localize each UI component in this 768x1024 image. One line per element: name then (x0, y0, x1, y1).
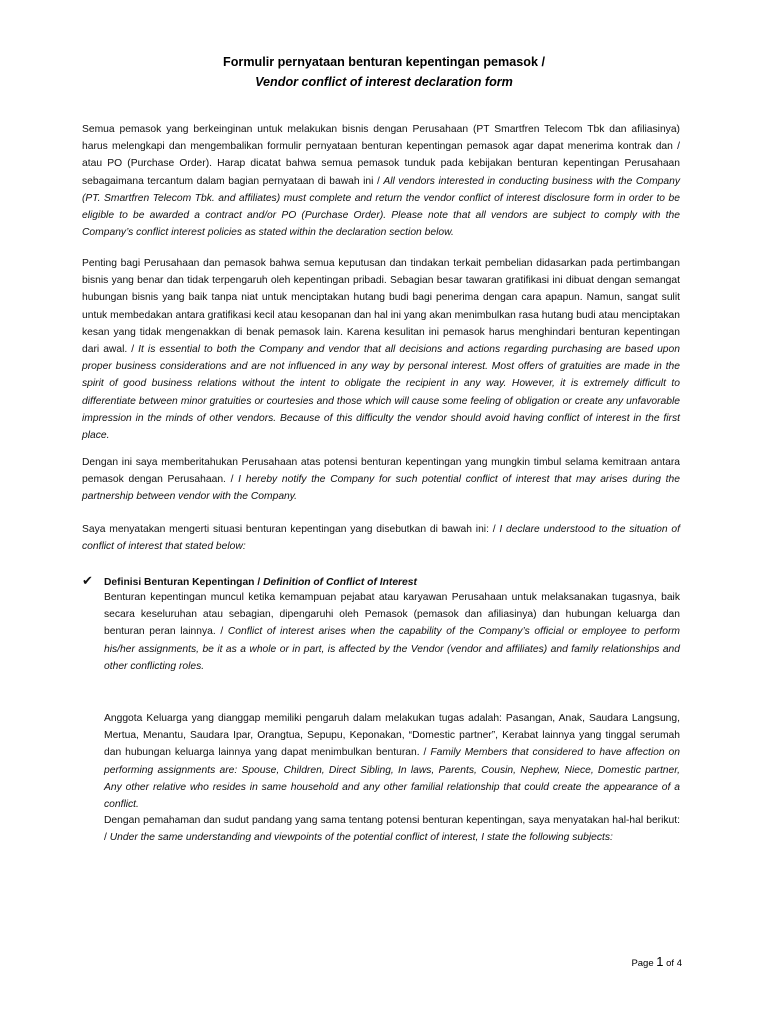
paragraph-text-id: Saya menyatakan mengerti situasi benturan kepentingan yang disebutkan di bawah ini: / (82, 524, 496, 535)
page-total: of 4 (666, 958, 682, 969)
paragraph-notification (82, 454, 680, 506)
paragraph-text-id: Anggota Keluarga yang dianggap memiliki pengaruh dalam melakukan tugas adalah: Pasangan, Anak, Saudara Langsung, Mertua, Menantu, Saudara Ipar, Orangtua, Sepupu, Keponakan, “Domestic partner”, Kerabat lainnya yang tinggal serumah dan hubungan keluarga lainnya yang dapat menimbulkan benturan. / (104, 713, 680, 759)
definition-heading-en: Definition of Conflict of Interest (263, 577, 417, 588)
paragraph-text-en: Family Members that considered to have affection on performing assignments are: Spouse, Children, Direct Sibling, In laws, Parents, Cousin, Nephew, Niece, Domestic partner, Any other relative who resides in same household and any other familial relationship that could create the appearance of a conflict. (104, 747, 680, 811)
paragraph-text-id: Dengan pemahaman dan sudut pandang yang sama tentang potensi benturan kepentingan, saya menyatakan hal-hal berikut: / (104, 815, 680, 844)
paragraph-text-id: Benturan kepentingan muncul ketika kemampuan pejabat atau karyawan Perusahaan untuk melaksanakan tugasnya, baik secara keseluruhan atau sebagian, dipengaruhi oleh Pemasok (pemasok dan afiliasinya) dan hubungan keluarga dan benturan peran lainnya. / (104, 592, 680, 638)
page-number-footer (631, 953, 682, 972)
definition-paragraph-family (104, 710, 680, 813)
paragraph-text-en: I declare understood to the situation of conflict of interest that stated below: (82, 524, 680, 553)
paragraph-text-id: Semua pemasok yang berkeinginan untuk melakukan bisnis dengan Perusahaan (PT Smartfren Telecom Tbk dan afiliasinya) harus melengkapi dan mengembalikan formulir pernyataan benturan kepentingan pemasok agar dapat menerima kontrak dan / atau PO (Purchase Order). Harap dicatat bahwa semua pemasok tunduk pada kebijakan benturan kepentingan Perusahaan sebagaimana tercantum dalam bagian pernyataan di bawah ini / (82, 124, 680, 187)
checkmark-icon: ✔ (82, 573, 93, 588)
title-line-english: Vendor conflict of interest declaration form (255, 75, 513, 89)
paragraph-text-id: Penting bagi Perusahaan dan pemasok bahwa semua keputusan dan tindakan terkait pembelian didasarkan pada pertimbangan bisnis yang benar dan tidak terpengaruh oleh kepentingan pribadi. Sebagian besar tawaran gratifikasi ini dibuat dengan semangat hubungan bisnis yang baik tanpa niat untuk menciptakan hutang budi bagi penerima dengan cara apapun. Namun, sangat sulit untuk membedakan antara gratifikasi kecil atau kesopanan dan hal ini yang akan menimbulkan rasa hutang budi atau menciptakan kesan yang tidak mengenakkan di benak pemasok lain. Karena kesulitan ini pemasok harus menghindari benturan kepentingan dari awal. / (82, 258, 680, 356)
page-label: Page (631, 958, 654, 969)
page-number: 1 (656, 954, 664, 969)
paragraph-text-en: Under the same understanding and viewpoints of the potential conflict of interest, I state the following subjects: (109, 832, 613, 844)
paragraph-declaration (82, 521, 680, 555)
paragraph-text-en: It is essential to both the Company and vendor that all decisions and actions regarding purchasing are based upon proper business considerations and are not influenced in any way by personal interest. Most offers of gratuities are made in the spirit of good business relations without the intent to obligate the recipient in any way. However, it is extremely difficult to differentiate between minor gratuities or courtesies and those which will cause some feeling of obligation or create any unfavorable impression in the minds of other vendors. Because of this difficulty the vendor should avoid having conflict of interest in the first place. (82, 344, 680, 442)
paragraph-text-id: Dengan ini saya memberitahukan Perusahaan atas potensi benturan kepentingan yang mungkin timbul selama kemitraan antara pemasok dengan Perusahaan. / (82, 457, 680, 486)
paragraph-text-en: Conflict of interest arises when the capability of the Company’s official or employee to perform his/her assignments, be it as a whole or in part, is affected by the Vendor (vendor and affiliates) and family relationships and other conflicting roles. (104, 626, 680, 672)
paragraph-text-en: I hereby notify the Company for such potential conflict of interest that may arises during the partnership between vendor with the Company. (82, 474, 680, 503)
paragraph-vendor-requirement (82, 121, 680, 241)
definition-paragraph-statement (104, 812, 680, 846)
definition-paragraph-conflict (104, 589, 680, 675)
paragraph-text-en: All vendors interested in conducting business with the Company (PT. Smartfren Telecom Tbk. and affiliates) must complete and return the vendor conflict of interest disclosure form in order to be eligible to be awarded a contract and/or PO (Purchase Order). Please note that all vendors are subject to comply with the Company’s conflict interest policies as stated within the declaration section below. (82, 175, 680, 239)
title-line-indonesian: Formulir pernyataan benturan kepentingan pemasok / (223, 55, 545, 69)
paragraph-gratuities (82, 255, 680, 444)
page-title (0, 52, 768, 92)
definition-heading-id: Definisi Benturan Kepentingan / (104, 577, 261, 588)
